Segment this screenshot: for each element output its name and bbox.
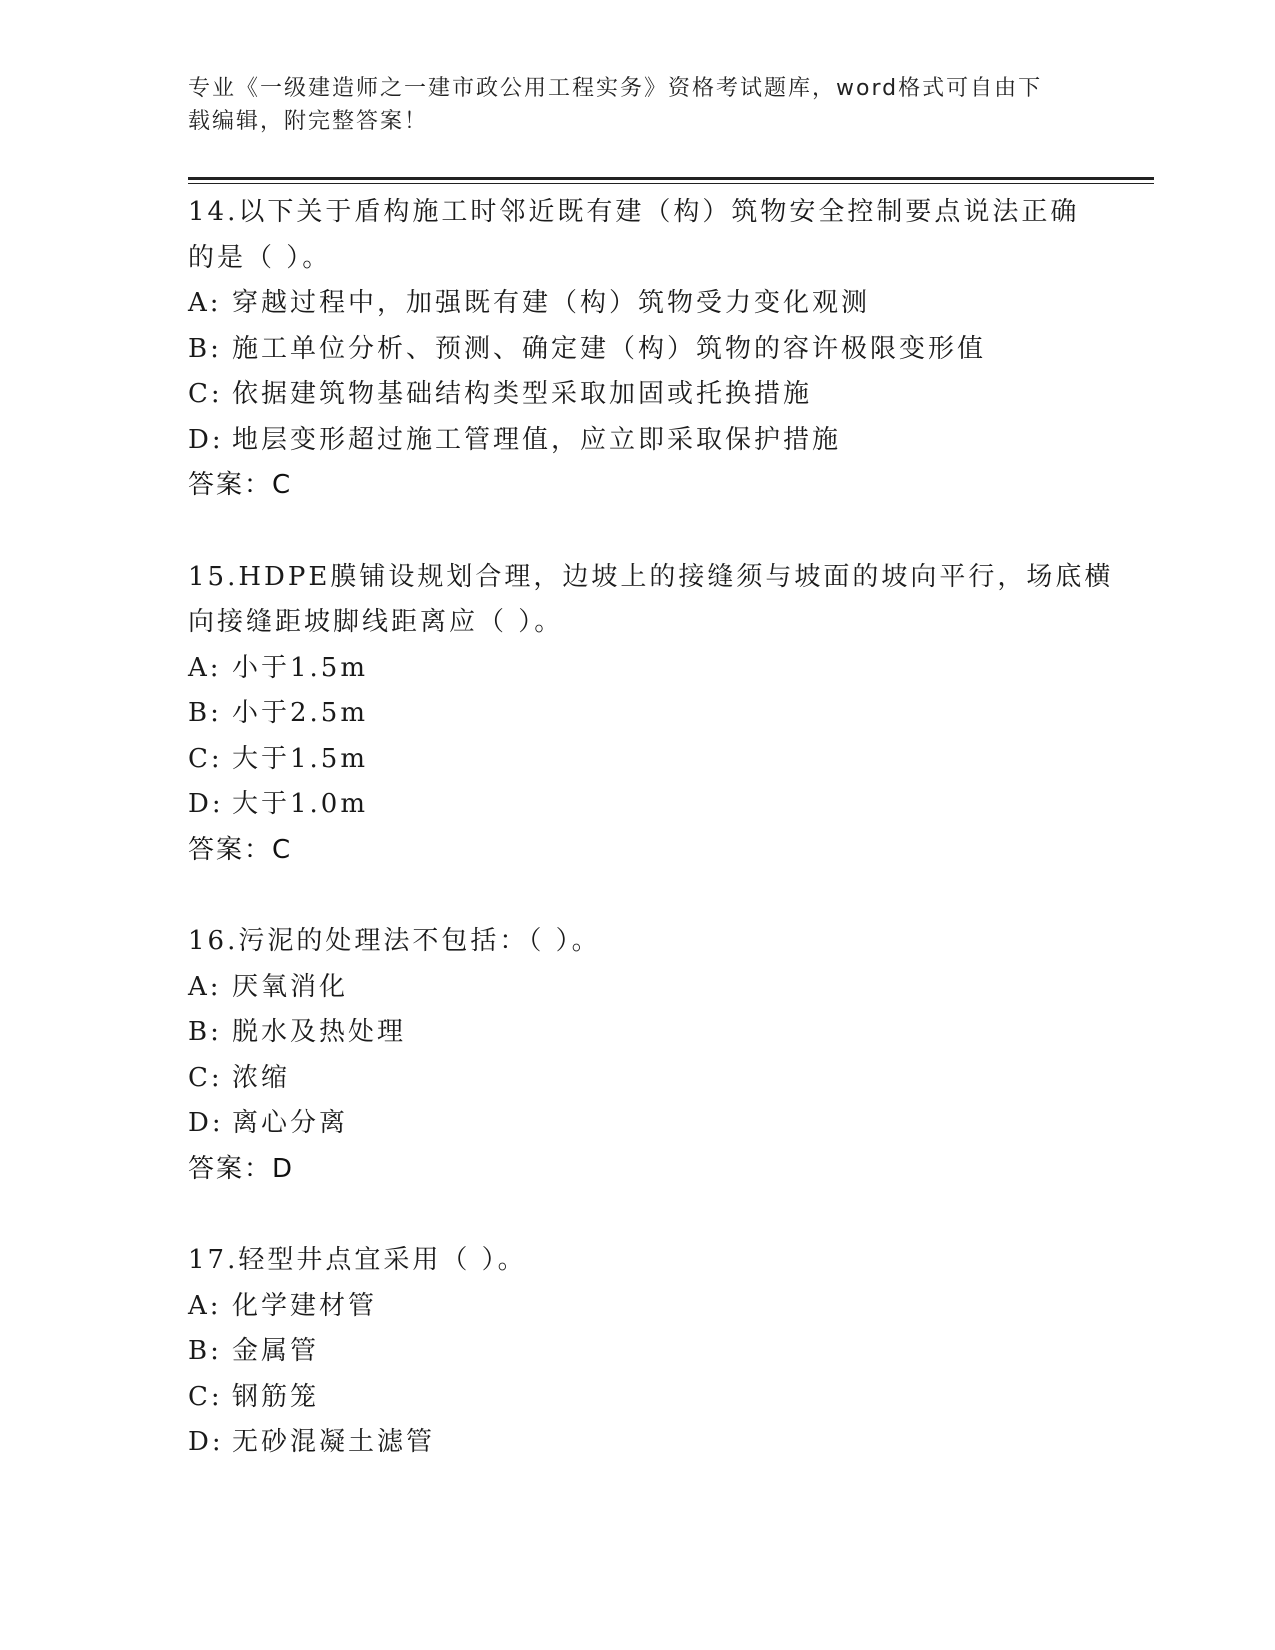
option-a — [188, 646, 1088, 692]
question-stem: 16.污泥的处理法不包括：（ ）。 — [188, 926, 601, 956]
answer-line: 答案：D — [188, 1153, 295, 1184]
option-letter: A: — [188, 288, 222, 318]
question-spacer — [188, 1192, 1088, 1238]
option-c — [188, 737, 1088, 783]
option-letter: B: — [188, 1336, 222, 1366]
option-text: 金属管 — [232, 1336, 320, 1366]
question-stem: 17.轻型井点宜采用（ ）。 — [188, 1245, 527, 1275]
question-17 — [188, 1238, 1088, 1466]
option-letter: C: — [188, 743, 223, 774]
option-a — [188, 281, 1088, 327]
document-header — [188, 72, 1068, 138]
question-stem: 15.HDPE膜铺设规划合理，边坡上的接缝须与坡面的坡向平行，场底横 — [188, 561, 1114, 592]
question-stem-continued: 向接缝距坡脚线距离应（ ）。 — [188, 607, 564, 637]
option-c — [188, 372, 1088, 418]
option-letter: D: — [188, 424, 224, 455]
option-text: 化学建材管 — [232, 1290, 378, 1321]
option-b — [188, 1010, 1088, 1056]
option-c — [188, 1056, 1088, 1102]
option-d — [188, 418, 1088, 464]
option-letter: D: — [188, 789, 224, 819]
option-text: 钢筋笼 — [232, 1381, 320, 1412]
option-d — [188, 1101, 1088, 1147]
answer-line: 答案：C — [188, 834, 293, 865]
option-text: 大于1.0m — [232, 789, 369, 819]
question-15 — [188, 555, 1114, 874]
header-divider-thick — [188, 177, 1154, 180]
option-text: 穿越过程中，加强既有建（构）筑物受力变化观测 — [232, 288, 871, 318]
option-d — [188, 1420, 1088, 1466]
option-letter: A: — [188, 971, 222, 1002]
option-b — [188, 1329, 1088, 1375]
question-stem: 14.以下关于盾构施工时邻近既有建（构）筑物安全控制要点说法正确 — [188, 197, 1080, 227]
option-text: 依据建筑物基础结构类型采取加固或托换措施 — [232, 379, 813, 409]
question-list — [188, 190, 1114, 1466]
header-line-1: 专业《一级建造师之一建市政公用工程实务》资格考试题库，word格式可自由下 — [188, 76, 1043, 101]
option-text: 小于2.5m — [232, 698, 369, 728]
question-spacer — [188, 509, 1088, 555]
option-letter: C: — [188, 379, 223, 409]
option-b — [188, 691, 1088, 737]
option-a — [188, 1284, 1088, 1330]
option-text: 无砂混凝土滤管 — [232, 1427, 436, 1457]
header-line-2: 载编辑，附完整答案！ — [188, 109, 429, 134]
option-text: 离心分离 — [232, 1108, 349, 1138]
answer-line: 答案：C — [188, 470, 293, 500]
option-letter: C: — [188, 1062, 223, 1093]
option-a — [188, 965, 1088, 1011]
option-letter: B: — [188, 1017, 222, 1047]
option-text: 厌氧消化 — [232, 971, 349, 1002]
header-divider-thin — [188, 183, 1154, 184]
option-text: 地层变形超过施工管理值，应立即采取保护措施 — [232, 424, 842, 455]
question-14 — [188, 190, 1088, 509]
option-d — [188, 782, 1088, 828]
option-text: 施工单位分析、预测、确定建（构）筑物的容许极限变形值 — [232, 333, 987, 364]
option-text: 脱水及热处理 — [232, 1017, 407, 1047]
option-letter: D: — [188, 1108, 224, 1138]
question-spacer — [188, 873, 1088, 919]
option-text: 浓缩 — [232, 1062, 291, 1093]
option-letter: A: — [188, 1290, 222, 1321]
option-letter: C: — [188, 1381, 223, 1412]
option-letter: B: — [188, 333, 222, 364]
question-16 — [188, 919, 1088, 1192]
option-letter: A: — [188, 652, 222, 683]
option-c — [188, 1375, 1088, 1421]
question-stem-continued: 的是（ ）。 — [188, 242, 332, 273]
option-letter: D: — [188, 1427, 224, 1457]
option-b — [188, 327, 1088, 373]
option-letter: B: — [188, 698, 222, 728]
option-text: 小于1.5m — [232, 652, 369, 683]
option-text: 大于1.5m — [232, 743, 369, 774]
